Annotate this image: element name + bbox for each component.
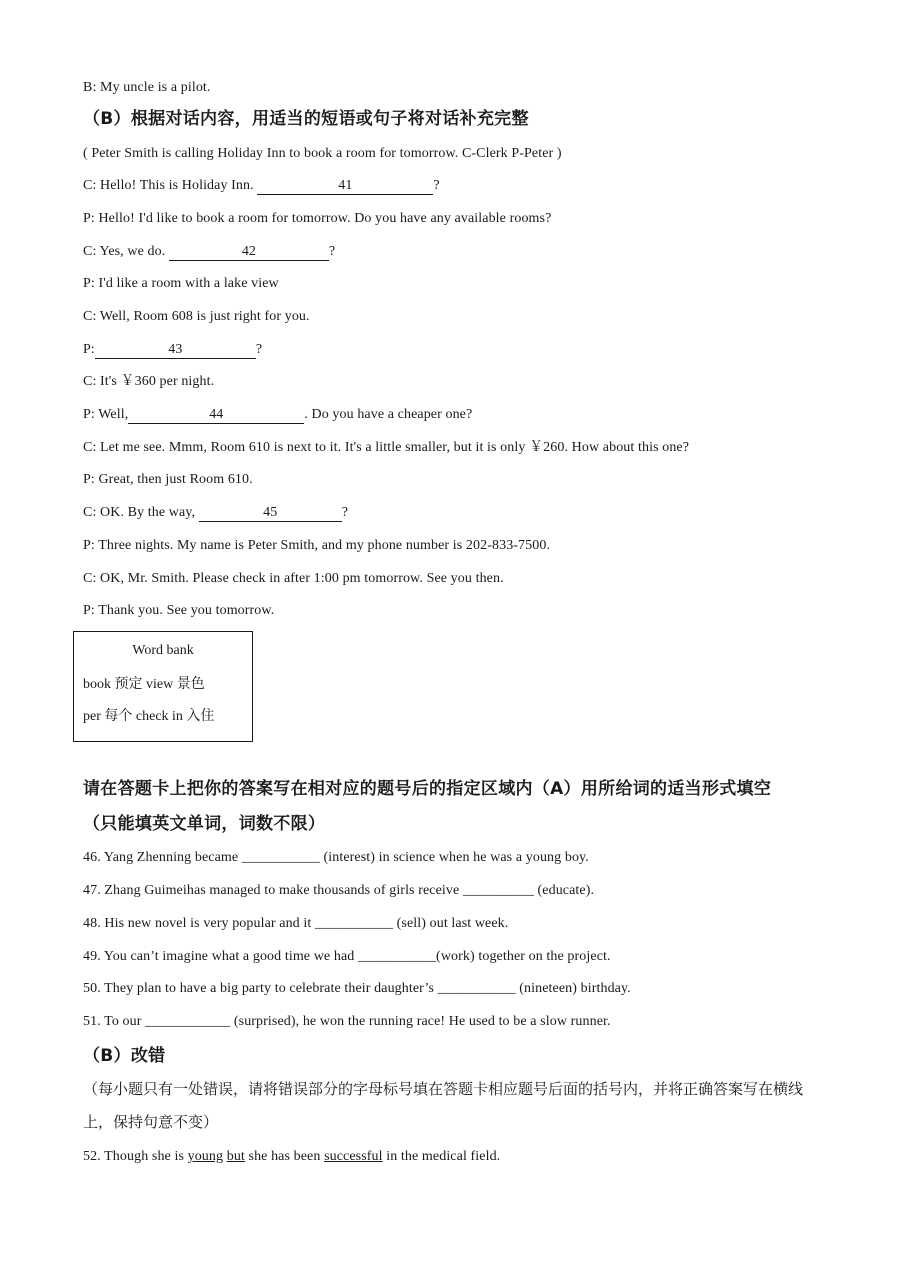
answer-blank-45[interactable] — [199, 505, 342, 522]
dialogue-text: P: — [83, 342, 95, 357]
answer-blank-43[interactable] — [95, 342, 256, 359]
dialogue-text: C: OK. By the way, — [83, 505, 196, 520]
dialogue-text: P: Well, — [83, 407, 129, 422]
dialogue-line-14: P: Thank you. See you tomorrow. — [83, 603, 275, 618]
dialogue-line-4: P: I'd like a room with a lake view — [83, 276, 279, 291]
dialogue-context: ( Peter Smith is calling Holiday Inn to book a room for tomorrow. C-Clerk P-Peter ) — [83, 146, 562, 161]
blank-number: 45 — [263, 505, 278, 520]
question-50: 50. They plan to have a big party to celebrate their daughter’s ___________ (nineteen) birthday. — [83, 981, 631, 996]
word-bank-title: Word bank — [132, 643, 194, 658]
word-cn: 景色 — [176, 676, 205, 692]
dialogue-line-6 — [83, 341, 262, 359]
underlined-option: young — [187, 1149, 224, 1164]
dialogue-line-3 — [83, 243, 335, 261]
word-en: per — [83, 709, 101, 724]
blank-number: 41 — [338, 178, 353, 193]
word-cn: 每个 — [104, 708, 133, 724]
dialogue-line-2: P: Hello! I'd like to book a room for tomorrow. Do you have any available rooms? — [83, 211, 552, 226]
underlined-option: successful — [324, 1149, 383, 1164]
dialogue-text: ? — [433, 178, 440, 193]
word-en: book — [83, 677, 111, 692]
dialogue-line-5: C: Well, Room 608 is just right for you. — [83, 309, 310, 324]
dialogue-text: C: Hello! This is Holiday Inn. — [83, 178, 254, 193]
answer-blank-44[interactable] — [128, 407, 304, 424]
word-cn: 入住 — [186, 708, 215, 724]
blank-number: 43 — [168, 342, 183, 357]
blank-number: 42 — [241, 244, 257, 259]
answer-blank-41[interactable] — [257, 178, 433, 195]
blank-number: 44 — [209, 407, 224, 422]
underlined-option: but — [226, 1149, 245, 1164]
dialogue-line-12: P: Three nights. My name is Peter Smith, and my phone number is 202-833-7500. — [83, 538, 551, 553]
question-52 — [83, 1148, 500, 1166]
dialogue-line-9: C: Let me see. Mmm, Room 610 is next to it. It's a little smaller, but it is only ￥260. How about this one? — [83, 440, 690, 455]
word-bank-row-2 — [83, 707, 214, 726]
section-a-subheading: （只能填英文单词，词数不限） — [83, 814, 326, 834]
dialogue-text: C: Yes, we do. — [83, 244, 166, 259]
dialogue-line-7: C: It's ￥360 per night. — [83, 374, 215, 389]
question-49: 49. You can’t imagine what a good time we had ___________(work) together on the project. — [83, 949, 611, 964]
dialogue-text: ? — [255, 342, 263, 357]
section-b-heading: （B）根据对话内容，用适当的短语或句子将对话补充完整 — [83, 109, 529, 129]
word-bank-row-1 — [83, 675, 205, 694]
question-47: 47. Zhang Guimeihas managed to make thousands of girls receive __________ (educate). — [83, 883, 595, 898]
word-bank-box — [73, 631, 253, 742]
dialogue-line-1 — [83, 177, 440, 195]
question-text: 52. Though she is — [83, 1149, 188, 1164]
word-en: check in — [135, 709, 183, 724]
question-48: 48. His new novel is very popular and it ___________ (sell) out last week. — [83, 916, 509, 931]
dialogue-text: ? — [328, 244, 336, 259]
question-46: 46. Yang Zhenning became ___________ (interest) in science when he was a young boy. — [83, 850, 589, 865]
question-51: 51. To our ____________ (surprised), he won the running race! He used to be a slow runner. — [83, 1014, 611, 1029]
dialogue-line-10: P: Great, then just Room 610. — [83, 472, 253, 487]
question-text: she has been — [244, 1149, 325, 1164]
correction-heading: （B）改错 — [83, 1046, 166, 1066]
dialogue-line-13: C: OK, Mr. Smith. Please check in after 1:00 pm tomorrow. See you then. — [83, 571, 504, 586]
dialogue-line-8 — [83, 406, 472, 424]
word-en: view — [146, 677, 174, 692]
dialogue-text: ? — [341, 505, 349, 520]
correction-instructions: （每小题只有一处错误，请将错误部分的字母标号填在答题卡相应题号后面的括号内，并将正确答案写在横线上，保持句意不变） — [83, 1080, 804, 1131]
dialogue-line-11 — [83, 504, 348, 522]
section-a-heading: 请在答题卡上把你的答案写在相对应的题号后的指定区域内（A）用所给词的适当形式填空 — [83, 779, 772, 799]
answer-blank-42[interactable] — [169, 244, 329, 261]
dialogue-text: . Do you have a cheaper one? — [304, 407, 473, 422]
word-cn: 预定 — [114, 676, 143, 692]
intro-line: B: My uncle is a pilot. — [83, 80, 211, 95]
question-text: in the medical field. — [382, 1149, 501, 1164]
